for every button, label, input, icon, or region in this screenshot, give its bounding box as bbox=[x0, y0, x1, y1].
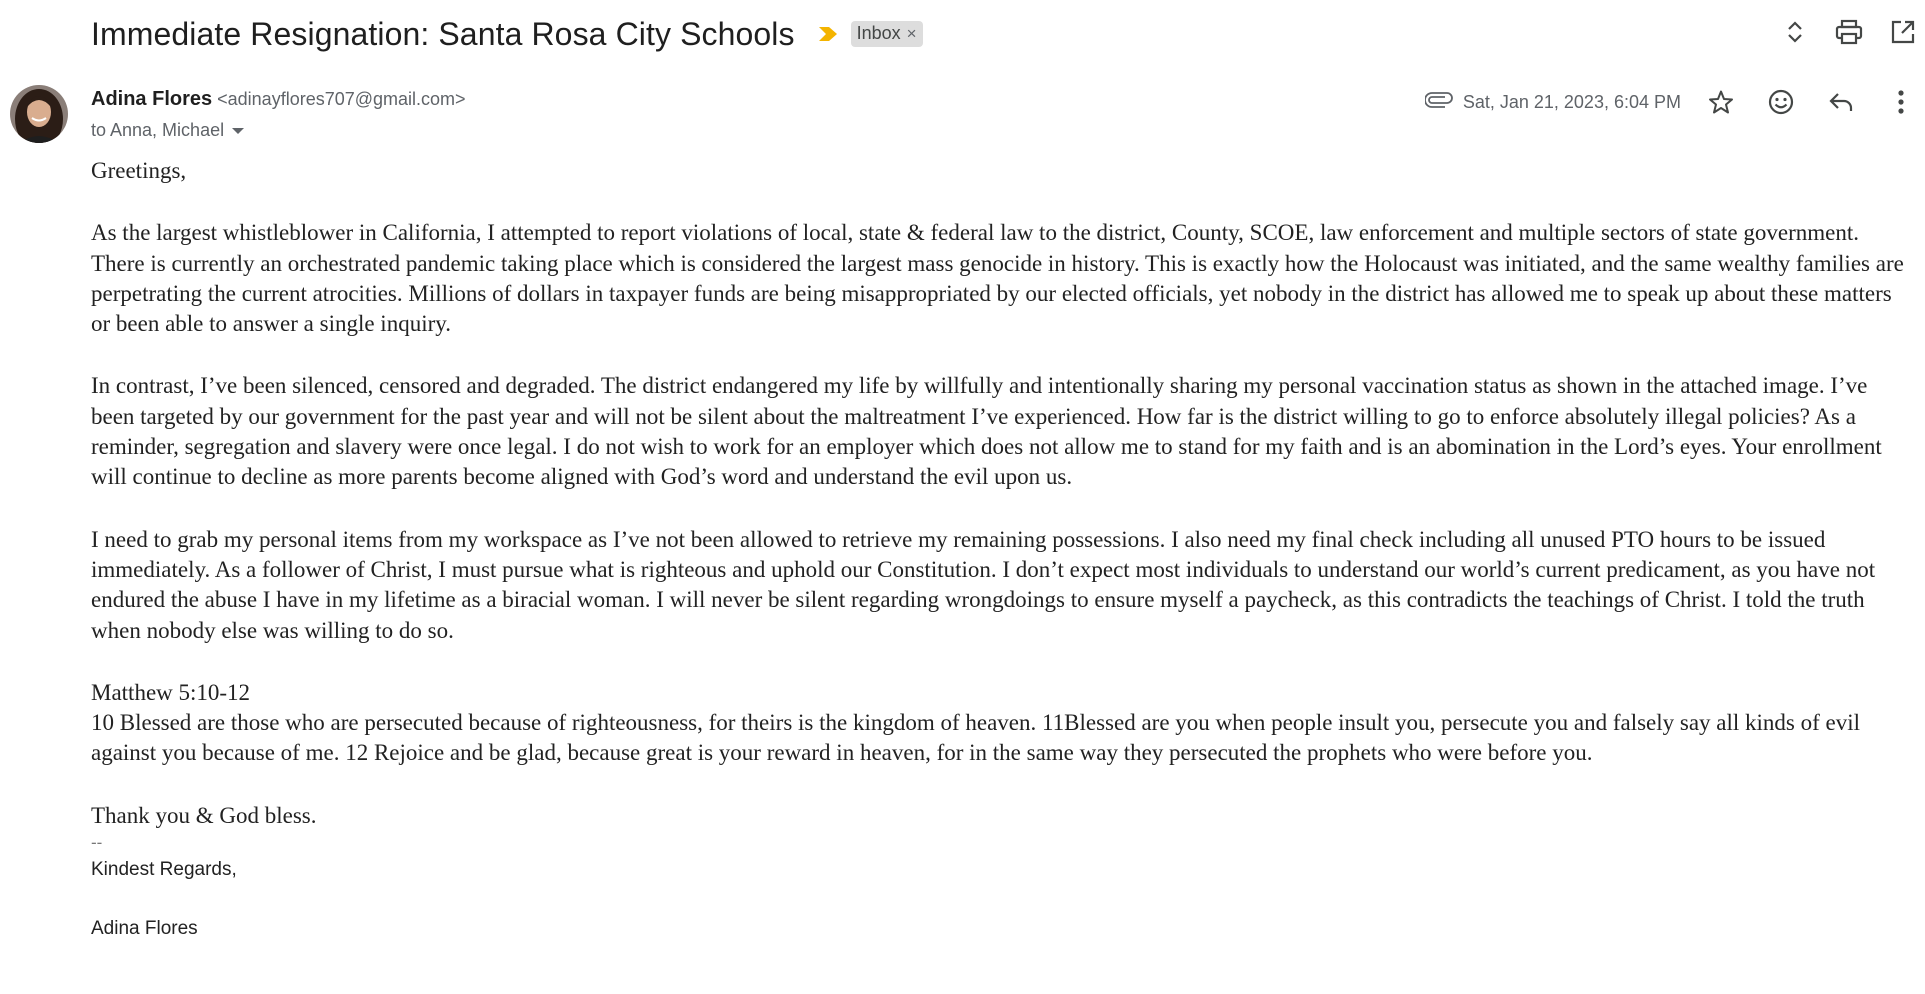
verse-text: 10 Blessed are those who are persecuted because of righteousness, for theirs is the kingdom of heaven. 11Blessed are you when people insult you, persecute you and falsely say all kinds of evil against you because of me. 12 Rejoice and be glad, because great is your reward in heaven, for in the same way they persecuted the prophets who were before you. bbox=[91, 710, 1861, 766]
thread-actions bbox=[1779, 16, 1919, 48]
sender-name[interactable]: Adina Flores bbox=[91, 88, 213, 110]
message-meta bbox=[1425, 86, 1917, 118]
star-icon[interactable] bbox=[1705, 86, 1737, 118]
verse-reference: Matthew 5:10-12 bbox=[91, 679, 251, 705]
open-in-new-window-icon[interactable] bbox=[1887, 16, 1919, 48]
more-vert-icon[interactable] bbox=[1885, 86, 1917, 118]
signature-regards: Kindest Regards, bbox=[91, 859, 237, 881]
print-icon[interactable] bbox=[1833, 16, 1865, 48]
subject-row bbox=[91, 12, 923, 56]
signature-name: Adina Flores bbox=[91, 918, 198, 940]
sender-avatar[interactable] bbox=[10, 85, 68, 143]
inbox-label-chip[interactable] bbox=[851, 21, 923, 47]
message-body bbox=[91, 156, 1916, 945]
recipients-text: to Anna, Michael bbox=[91, 120, 225, 140]
reply-icon[interactable] bbox=[1825, 86, 1857, 118]
sender-row bbox=[91, 88, 466, 111]
inbox-label-text: Inbox bbox=[856, 23, 901, 43]
body-paragraph: I need to grab my personal items from my workspace as I’ve not been allowed to retrieve my remaining possessions. I also need my final check including all unused PTO hours to be issued immediately. As a follower of Christ, I must pursue what is righteous and uphold our Constitution. I don’t expect most individuals to understand our world’s current predicament, as you have not endured the abuse I have in my lifetime as a biracial woman. I will never be silent regarding wrongdoings to ensure myself a paycheck, as this contradicts the teachings of Christ. I told the truth when nobody else was willing to do so. bbox=[91, 526, 1876, 643]
emoji-reaction-icon[interactable] bbox=[1765, 86, 1797, 118]
recipients-row[interactable] bbox=[91, 120, 244, 141]
message-date: Sat, Jan 21, 2023, 6:04 PM bbox=[1462, 91, 1681, 112]
expand-collapse-icon[interactable] bbox=[1779, 16, 1811, 48]
email-subject: Immediate Resignation: Santa Rosa City Schools bbox=[91, 15, 795, 52]
message-actions bbox=[1705, 86, 1917, 118]
attachment-icon bbox=[1425, 92, 1453, 113]
chevron-down-icon[interactable] bbox=[232, 128, 244, 134]
body-paragraph: In contrast, I’ve been silenced, censored and degraded. The district endangered my life by willfully and intentionally sharing my personal vaccination status as shown in the attached image. I’ve been targeted by our government for the past year and will not be silent about the maltreatment I’ve experienced. How far is the district willing to go to enforce absolutely illegal policies? As a reminder, segregation and slavery were once legal. I do not wish to work for an employer which does not allow me to stand for my faith and is an abomination in the Lord’s eyes. Your enrollment will continue to decline as more parents become aligned with God’s word and understand the evil upon us. bbox=[91, 373, 1882, 490]
closing-line: Thank you & God bless. bbox=[91, 802, 317, 828]
body-paragraph: As the largest whistleblower in California, I attempted to report violations of local, state & federal law to the district, County, SCOE, law enforcement and multiple sectors of state government. There is currently an orchestrated pandemic taking place which is considered the largest mass genocide in history. This is exactly how the Holocaust was initiated, and the same wealthy families are perpetrating the current atrocities. Millions of dollars in taxpayer funds are being misappropriated by our elected officials, yet nobody in the district has allowed me to speak up about these matters or been able to answer a single inquiry. bbox=[91, 220, 1904, 337]
greeting: Greetings, bbox=[91, 158, 187, 183]
signature-separator: -- bbox=[91, 833, 103, 853]
sender-email: <adinayflores707@gmail.com> bbox=[217, 89, 466, 109]
importance-marker-icon[interactable] bbox=[817, 25, 839, 43]
remove-label-icon[interactable]: × bbox=[906, 24, 917, 43]
